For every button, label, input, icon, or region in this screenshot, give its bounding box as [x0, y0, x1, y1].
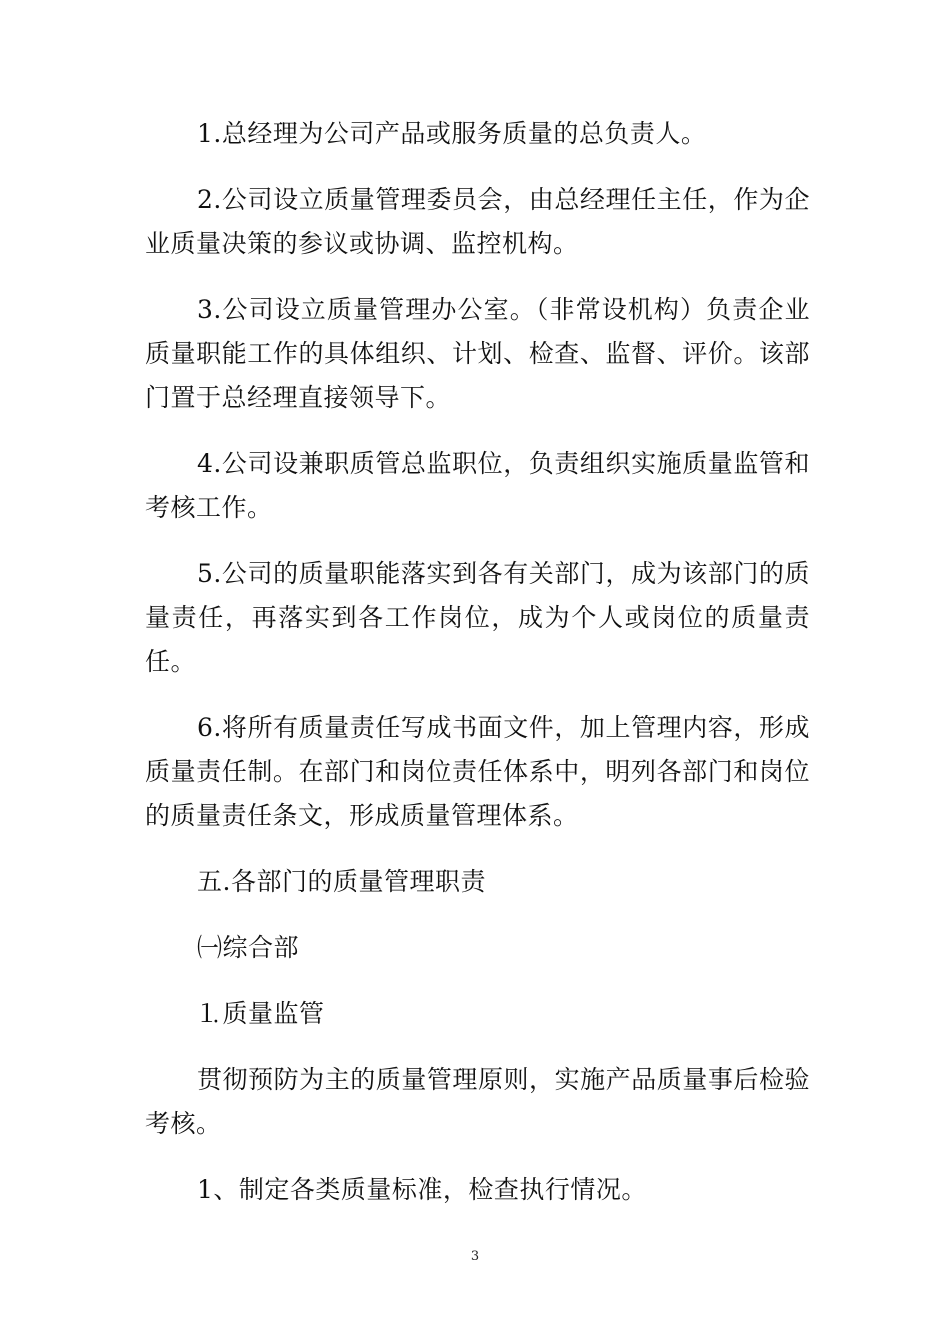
section-heading-five: 五.各部门的质量管理职责 — [197, 867, 486, 896]
subsection-heading-general-dept: ㈠综合部 — [197, 933, 300, 962]
paragraph-5: 5.公司的质量职能落实到各有关部门，成为该部门的质量责任，再落实到各工作岗位，成为个人或岗位的质量责任。 — [145, 559, 810, 676]
paragraph-principle: 贯彻预防为主的质量管理原则，实施产品质量事后检验考核。 — [145, 1065, 810, 1138]
paragraph-2: 2.公司设立质量管理委员会，由总经理任主任，作为企业质量决策的参议或协调、监控机构。 — [145, 185, 810, 258]
paragraph-6: 6.将所有质量责任写成书面文件，加上管理内容，形成质量责任制。在部门和岗位责任体系中，明列各部门和岗位的质量责任条文，形成质量管理体系。 — [145, 713, 810, 830]
page-number: 3 — [470, 1249, 480, 1264]
paragraph-3: 3.公司设立质量管理办公室。（非常设机构）负责企业质量职能工作的具体组织、计划、检查、监督、评价。该部门置于总经理直接领导下。 — [145, 295, 810, 412]
paragraph-4: 4.公司设兼职质管总监职位，负责组织实施质量监管和考核工作。 — [145, 449, 810, 522]
paragraph-1: 1.总经理为公司产品或服务质量的总负责人。 — [197, 119, 707, 148]
page-body — [145, 112, 810, 1234]
item-heading-quality-supervision: ⒈质量监管 — [197, 999, 325, 1028]
list-item-1: 1、制定各类质量标准，检查执行情况。 — [197, 1175, 647, 1204]
